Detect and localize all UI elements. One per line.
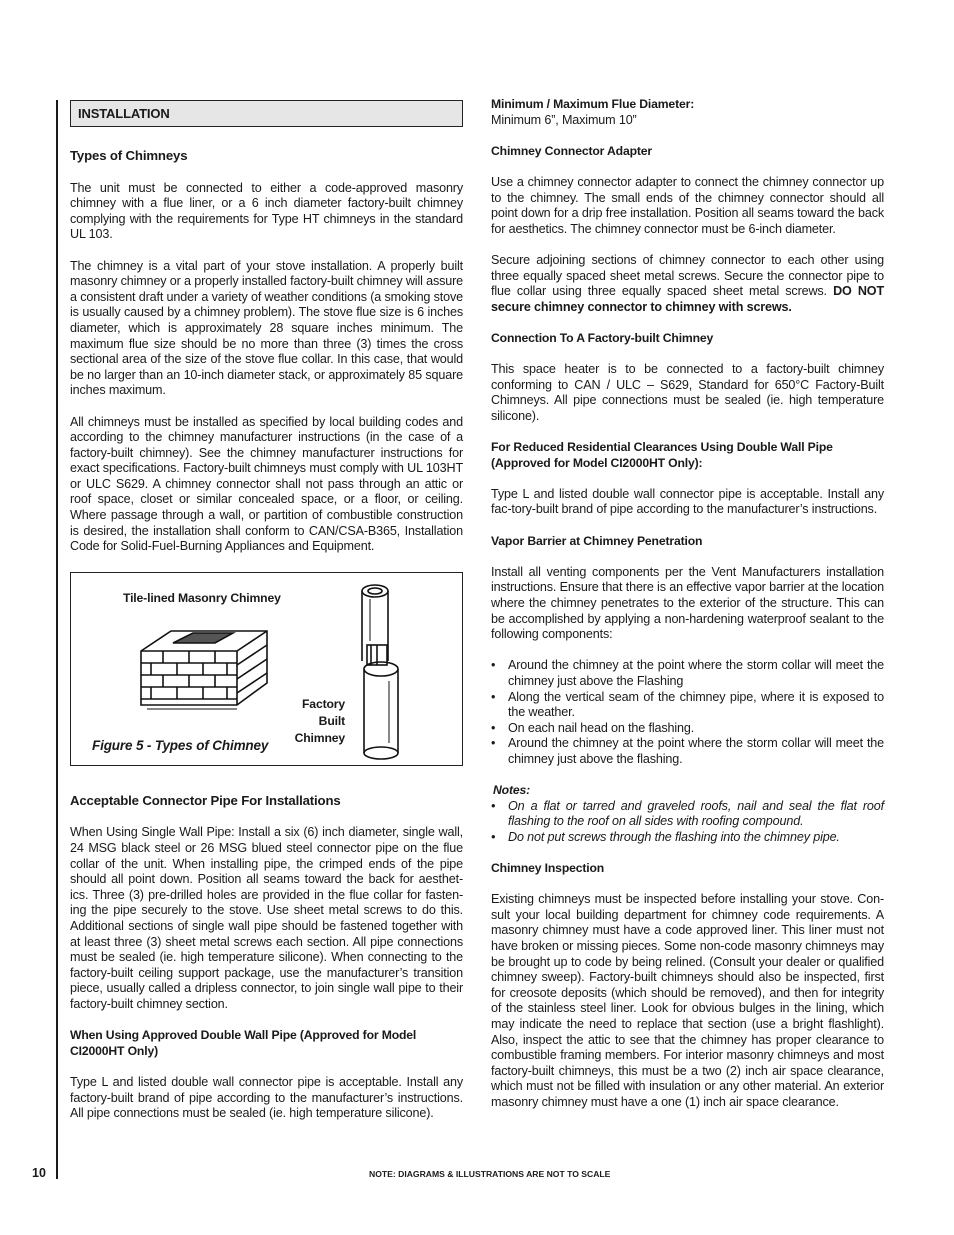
paragraph-chimney-inspection: Existing chimneys must be inspected before installing your stove. Con-sult your local building department for chimney code requirements. A masonry chimney must have a code approved liner. This liner must not have broken or missing pieces. Some non-code masonry chimneys may be brought up to code by being relined. (Consult your dealer or qualified chimney sweep). Factory-built chimneys should also be inspected, first for creosote deposits (which should be removed), and then for integrity of the stainless steel liner. Look for obvious bulges in the lining, which may indicate the need to replace that section (use a bright flashlight). Also, inspect the attic to see that the chimney has proper clearance to combustible framing members. For interior masonry chimneys and most factory-built chimneys, this must be a two (2) inch air space clearance, which must not be filled with insulation or any other material. An exterior masonry chimney must have a one (1) inch air space clearance. <box>491 892 884 1109</box>
paragraph-single-wall-pipe: When Using Single Wall Pipe: Install a six (6) inch diameter, single wall, 24 MSG black steel or 26 MSG blued steel connector pipe on the flue collar of the unit. When installing pipe, the crimped ends of the pipe should all point down. Position all seams toward the back for aesthet-ics. Three (3) pre-drilled holes are provided in the flue collar for fasten-ing the pipe securely to the stove. Use sheet metal screws to do this. Additional sections of single wall pipe should be fastened together with at least three (3) sheet metal screws each section. All pipe connections must be sealed (ie. high temperature silicone). When connecting to the factory-built ceiling support package, use the manufacturer’s transition piece, usually called a dripless connector, to join single wall pipe to their factory-built chimney section. <box>70 825 463 1011</box>
paragraph-secure-sections <box>491 253 884 315</box>
factory-built-chimney-illustration <box>351 581 407 763</box>
list-item: • Around the chimney at the point where the storm collar will meet the chimney just above the Flashing <box>491 658 884 689</box>
notes-list <box>491 799 884 846</box>
list-item: • Around the chimney at the point where the storm collar will meet the chimney just above the flashing. <box>491 736 884 767</box>
figure-caption: Figure 5 - Types of Chimney <box>92 737 269 753</box>
factory-chimney-label-line1: Factory <box>302 696 345 711</box>
note-item: • Do not put screws through the flashing into the chimney pipe. <box>491 830 884 846</box>
masonry-chimney-label: Tile-lined Masonry Chimney <box>123 590 281 605</box>
section-title-bar: INSTALLATION <box>70 100 463 127</box>
right-column <box>491 97 884 1111</box>
factory-chimney-label-line2: Built <box>318 713 345 728</box>
page-number: 10 <box>32 1166 46 1180</box>
paragraph-chimney-connection: The unit must be connected to either a code-approved masonry chimney with a flue liner, or a 6 inch diameter factory-built chimney complying with the requirements for Type HT chimneys in the standard UL 103. <box>70 180 463 242</box>
masonry-chimney-illustration <box>133 613 273 713</box>
paragraph-factory-built-connection: This space heater is to be connected to a factory-built chimney conforming to CAN / ULC – S629, Standard for 650°C Factory-Built Chimneys. All pipe connections must be sealed (ie. high temperature silicone). <box>491 362 884 423</box>
paragraph-connector-adapter: Use a chimney connector adapter to connect the chimney connector up to the chimney. The small ends of the chimney connector should all point down for a drip free installation. Position all seams toward the back for aesthetics. The chimney connector must be 6-inch diameter. <box>491 174 884 236</box>
flue-diameter-value: Minimum 6”, Maximum 10” <box>491 112 637 127</box>
double-wall-pipe-heading: When Using Approved Double Wall Pipe (Approved for Model CI2000HT Only) <box>70 1028 417 1058</box>
vapor-barrier-heading: Vapor Barrier at Chimney Penetration <box>491 533 703 548</box>
list-item: • On each nail head on the flashing. <box>491 721 884 737</box>
note-item: • On a flat or tarred and graveled roofs, nail and seal the flat roof flashing to the roof on all sides with roofing compound. <box>491 799 884 830</box>
flue-diameter-heading: Minimum / Maximum Flue Diameter: <box>491 97 695 111</box>
paragraph-chimney-vital: The chimney is a vital part of your stove installation. A properly built masonry chimney or a properly installed factory-built chimney will assure a consistent draft under a variety of weather conditions (a smoking stove is usually caused by a chimney problem). The stove flue size is 6 inches diameter, which is approximately 28 square inches minimum. The maximum flue size should be no more than three (3) times the cross sectional area of the size of the stove flue collar. In this case, that would be no larger than an 10-inch diameter stack, or approximately 85 square inches maximum. <box>70 258 463 398</box>
secure-sections-warning: DO NOT secure chimney connector to chimney with screws. <box>491 284 884 314</box>
paragraph-vapor-barrier: Install all venting components per the Vent Manufacturers installation instructions. Ensure that there is an effective vapor barrier at the location where the chimney penetrates to the exterior of the structure. This can be accomplished by applying a non-hardening waterproof sealant to the following components: <box>491 564 884 642</box>
connector-pipe-heading: Acceptable Connector Pipe For Installations <box>70 792 341 808</box>
types-of-chimneys-heading: Types of Chimneys <box>70 148 188 163</box>
list-item: • Along the vertical seam of the chimney pipe, where it is exposed to the weather. <box>491 690 884 721</box>
paragraph-double-wall-pipe: Type L and listed double wall connector pipe is acceptable. Install any factory-built brand of pipe according to the manufacturer’s instructions. All pipe connections must be sealed (ie. high temperature silicone). <box>70 1074 463 1121</box>
connector-adapter-heading: Chimney Connector Adapter <box>491 143 653 158</box>
notes-heading: Notes: <box>493 783 531 798</box>
factory-chimney-label-line3: Chimney <box>294 730 345 745</box>
left-column <box>70 100 463 1122</box>
page-margin-rule <box>56 100 58 1179</box>
secure-sections-text: Secure adjoining sections of chimney connector to each other using three equally spaced sheet metal screws. Secure the connector pipe to flue collar using three equally spaced sheet metal screws. <box>491 252 884 299</box>
paragraph-chimney-codes: All chimneys must be installed as specified by local building codes and according to the chimney manufacturer instructions (in the case of a factory-built chimney). See the chimney manufacturer instructions for exact specifications. Factory-built chimneys must comply with UL 103HT or ULC S629. A chimney connector shall not pass through an attic or roof space, closet or similar concealed space, or a floor, or ceiling. Where passage through a wall, or partition of combustible construction is desired, the installation shall conform to CAN/CSA-B365, Installation Code for Solid-Fuel-Burning Appliances and Equipment. <box>70 414 463 554</box>
paragraph-reduced-clearances: Type L and listed double wall connector pipe is acceptable. Install any fac-tory-built brand of pipe according to the manufacturer’s instructions. <box>491 486 884 517</box>
chimney-inspection-heading: Chimney Inspection <box>491 861 605 876</box>
figure-types-of-chimney <box>70 572 463 766</box>
factory-built-connection-heading: Connection To A Factory-built Chimney <box>491 330 714 345</box>
reduced-clearances-heading: For Reduced Residential Clearances Using Double Wall Pipe (Approved for Model CI2000HT Only): <box>491 440 833 470</box>
vapor-barrier-list <box>491 658 884 767</box>
footer-scale-note: NOTE: DIAGRAMS & ILLUSTRATIONS ARE NOT TO SCALE <box>369 1169 611 1179</box>
